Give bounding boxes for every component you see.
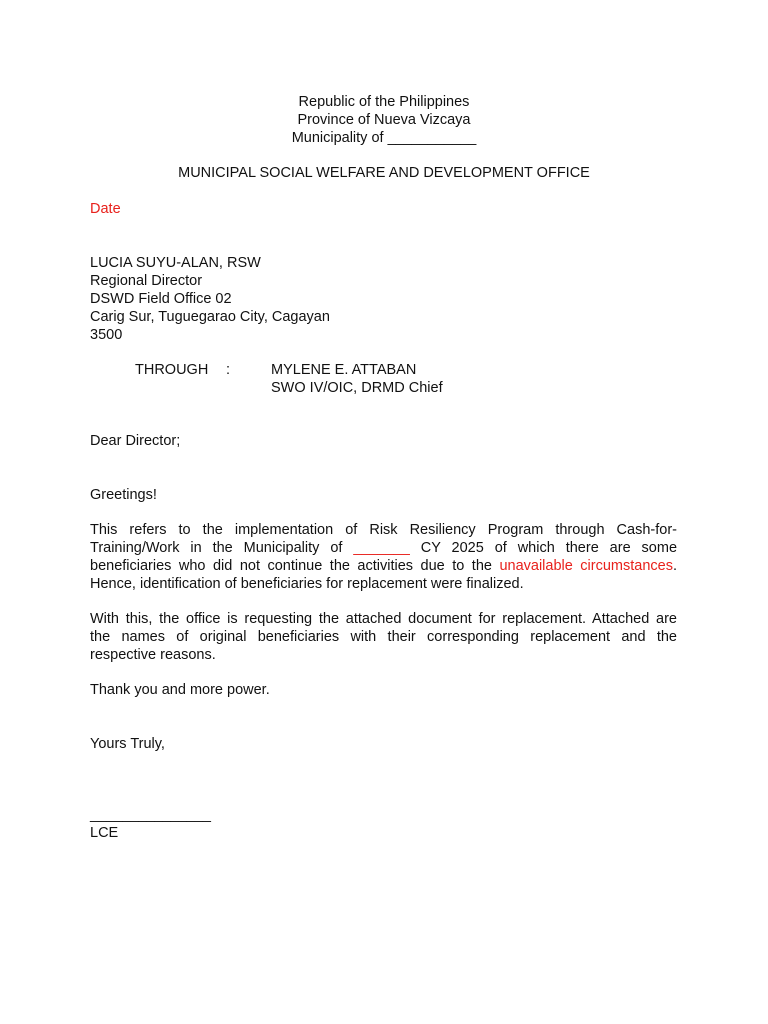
- paragraph-2-line-3: respective reasons.: [90, 647, 216, 663]
- recipient-name: LUCIA SUYU-ALAN, RSW: [90, 255, 261, 271]
- municipality-blank: _______: [353, 540, 410, 556]
- closing-line: Thank you and more power.: [90, 682, 270, 698]
- office-title: MUNICIPAL SOCIAL WELFARE AND DEVELOPMENT OFFICE: [178, 165, 590, 181]
- signature-line: _______________: [90, 807, 211, 823]
- complimentary-close: Yours Truly,: [90, 736, 165, 752]
- paragraph-1-line-2-text-a: Training/Work in the Municipality of: [90, 540, 343, 556]
- paragraph-2-line-1: With this, the office is requesting the attached document for replacement. Attached are: [90, 611, 677, 627]
- paragraph-1-period: .: [672, 558, 678, 574]
- paragraph-1-line-3-text-a: beneficiaries who did not continue the activities due to the: [90, 558, 492, 574]
- paragraph-1-line-4: Hence, identification of beneficiaries for replacement were finalized.: [90, 576, 524, 592]
- header-municipality: Municipality of ___________: [291, 130, 477, 146]
- paragraph-1: [90, 521, 677, 593]
- through-colon: :: [226, 362, 231, 378]
- date-placeholder: Date: [90, 201, 121, 217]
- header-republic: Republic of the Philippines: [298, 94, 470, 110]
- circumstances-placeholder: unavailable circumstances: [499, 558, 673, 574]
- signatory: LCE: [90, 825, 119, 841]
- greeting: Greetings!: [90, 487, 157, 503]
- paragraph-2-line-2: the names of original beneficiaries with their corresponding replacement and the: [90, 629, 677, 645]
- through-position: SWO IV/OIC, DRMD Chief: [271, 380, 443, 396]
- recipient-address: Carig Sur, Tuguegarao City, Cagayan: [90, 309, 330, 325]
- paragraph-2: [90, 610, 677, 664]
- paragraph-1-line-2-text-b: CY 2025 of which there are some: [420, 540, 678, 556]
- through-name: MYLENE E. ATTABAN: [271, 362, 417, 378]
- paragraph-1-line-3: [90, 557, 677, 575]
- header-province: Province of Nueva Vizcaya: [297, 112, 471, 128]
- recipient-office: DSWD Field Office 02: [90, 291, 232, 307]
- recipient-zip: 3500: [90, 327, 123, 343]
- through-label: THROUGH: [135, 362, 209, 378]
- recipient-title: Regional Director: [90, 273, 203, 289]
- paragraph-1-line-2: [90, 539, 677, 557]
- salutation: Dear Director;: [90, 433, 181, 449]
- paragraph-1-line-1: This refers to the implementation of Risk Resiliency Program through Cash-for-: [90, 522, 677, 538]
